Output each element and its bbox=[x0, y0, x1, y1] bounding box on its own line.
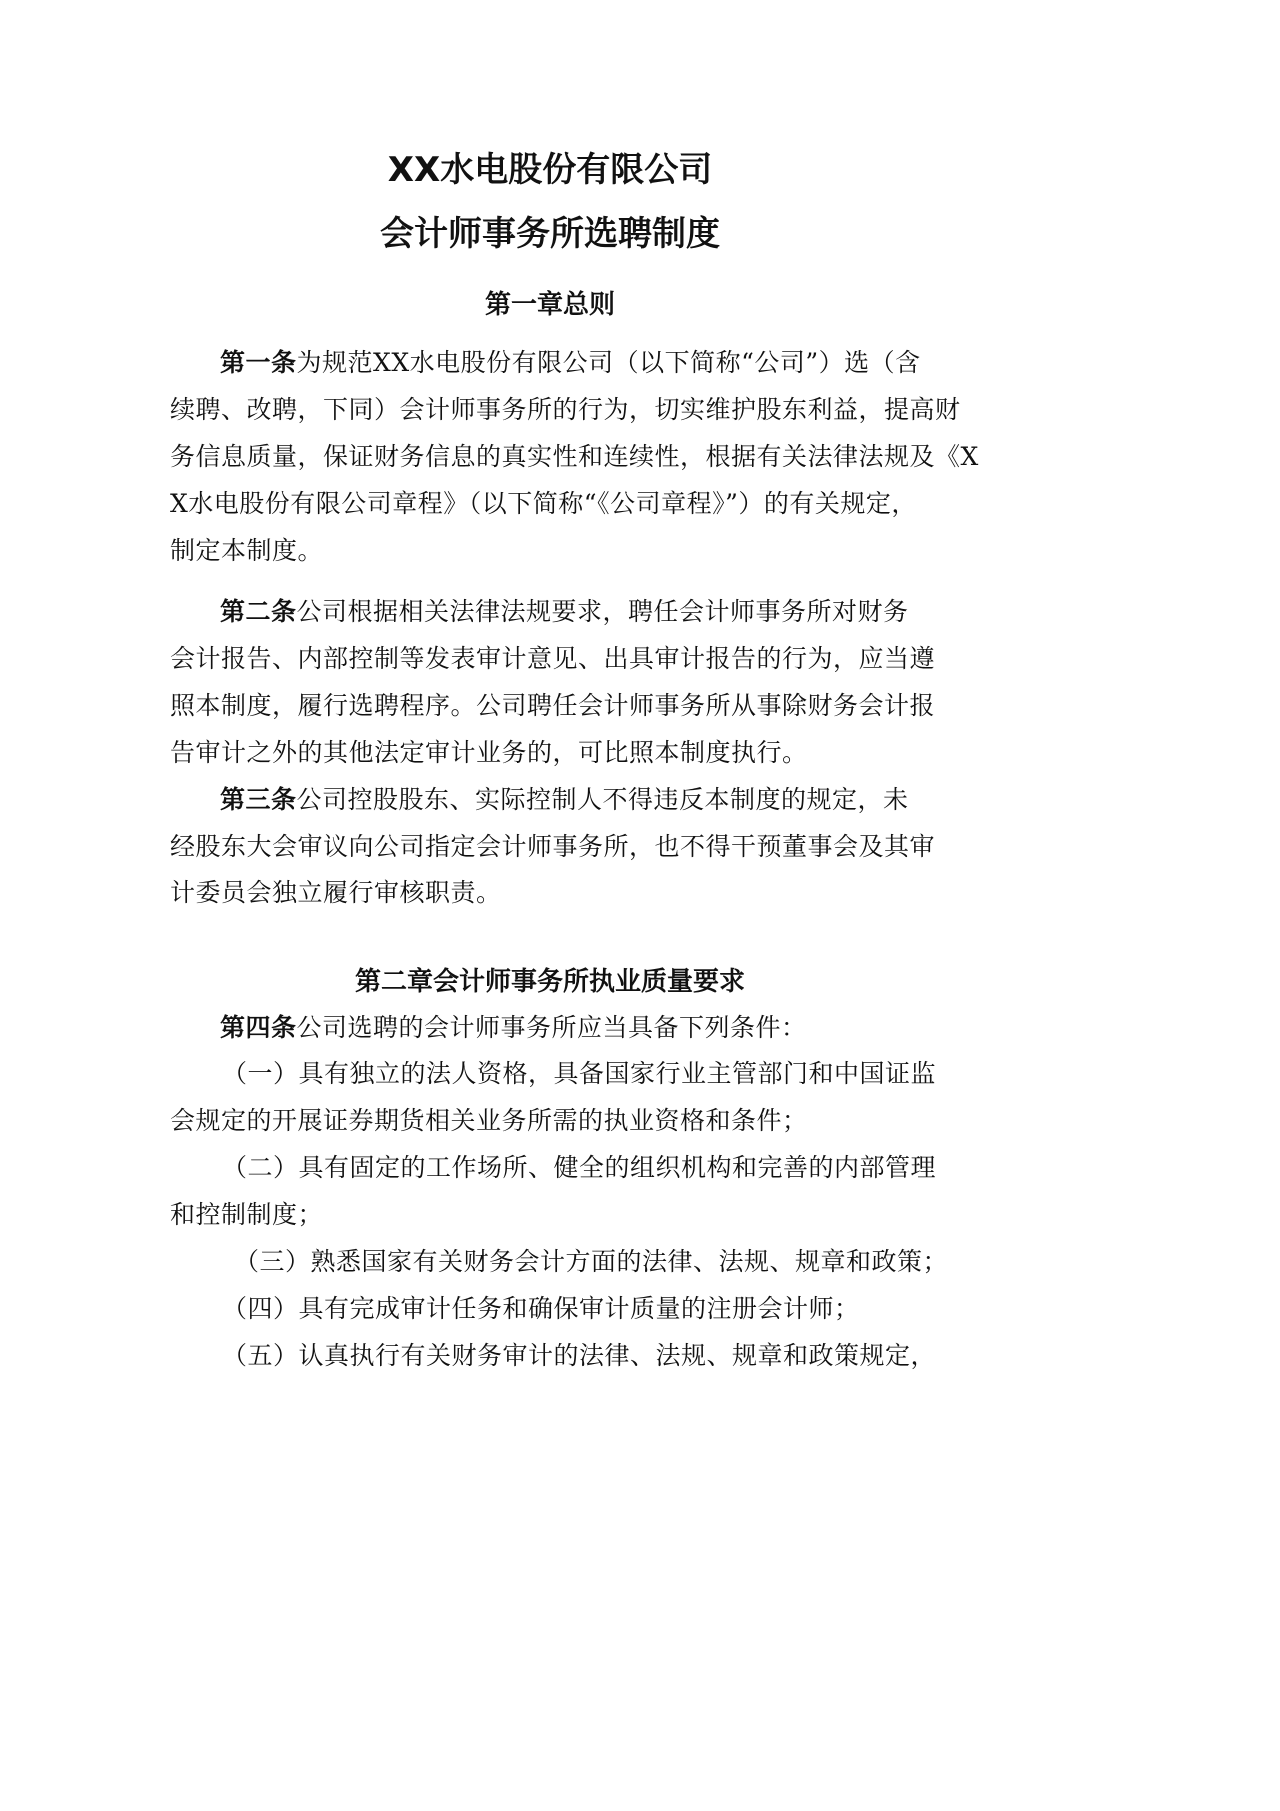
article-3-line-1: 第三条公司控股股东、实际控制人不得违反本制度的规定，未 bbox=[220, 785, 909, 814]
article-1-label: 第一条 bbox=[220, 348, 297, 377]
article-2-label: 第二条 bbox=[220, 597, 297, 626]
condition-2-line-1: （二）具有固定的工作场所、健全的组织机构和完善的内部管理 bbox=[222, 1153, 937, 1182]
chapter-1-heading: 第一章总则 bbox=[484, 290, 615, 320]
article-3-line-3: 计委员会独立履行审核职责。 bbox=[170, 878, 502, 907]
article-3-line-2: 经股东大会审议向公司指定会计师事务所，也不得干预董事会及其审 bbox=[170, 832, 936, 861]
document-title: 会计师事务所选聘制度 bbox=[380, 214, 720, 254]
article-1-line-1: 第一条为规范XX水电股份有限公司（以下简称“公司”）选（含 bbox=[220, 348, 921, 377]
article-1-line-2: 续聘、改聘，下同）会计师事务所的行为，切实维护股东利益，提高财 bbox=[170, 395, 961, 424]
article-2-line-1: 第二条公司根据相关法律法规要求，聘任会计师事务所对财务 bbox=[220, 597, 909, 626]
condition-3: （三）熟悉国家有关财务会计方面的法律、法规、规章和政策； bbox=[234, 1247, 949, 1276]
article-2-line-2: 会计报告、内部控制等发表审计意见、出具审计报告的行为，应当遵 bbox=[170, 644, 936, 673]
condition-4: （四）具有完成审计任务和确保审计质量的注册会计师； bbox=[222, 1294, 860, 1323]
condition-1-line-1: （一）具有独立的法人资格，具备国家行业主管部门和中国证监 bbox=[222, 1059, 937, 1088]
article-4-label: 第四条 bbox=[220, 1013, 297, 1042]
condition-1-line-2: 会规定的开展证券期货相关业务所需的执业资格和条件； bbox=[170, 1106, 808, 1135]
company-title: XX水电股份有限公司 bbox=[387, 150, 713, 190]
condition-2-line-2: 和控制制度； bbox=[170, 1200, 324, 1229]
article-1-line-3: 务信息质量，保证财务信息的真实性和连续性，根据有关法律法规及《X bbox=[170, 442, 979, 471]
chapter-2-heading: 第二章会计师事务所执业质量要求 bbox=[354, 967, 745, 997]
article-3-label: 第三条 bbox=[220, 785, 297, 814]
article-2-line-3: 照本制度，履行选聘程序。公司聘任会计师事务所从事除财务会计报 bbox=[170, 691, 936, 720]
article-2-line-4: 告审计之外的其他法定审计业务的，可比照本制度执行。 bbox=[170, 738, 808, 767]
article-4-line-1: 第四条公司选聘的会计师事务所应当具备下列条件： bbox=[220, 1013, 807, 1042]
article-1-line-5: 制定本制度。 bbox=[170, 536, 324, 565]
condition-5-line-1: （五）认真执行有关财务审计的法律、法规、规章和政策规定， bbox=[222, 1341, 937, 1370]
article-1-line-4: X水电股份有限公司章程》（以下简称“《公司章程》”）的有关规定， bbox=[170, 489, 917, 518]
